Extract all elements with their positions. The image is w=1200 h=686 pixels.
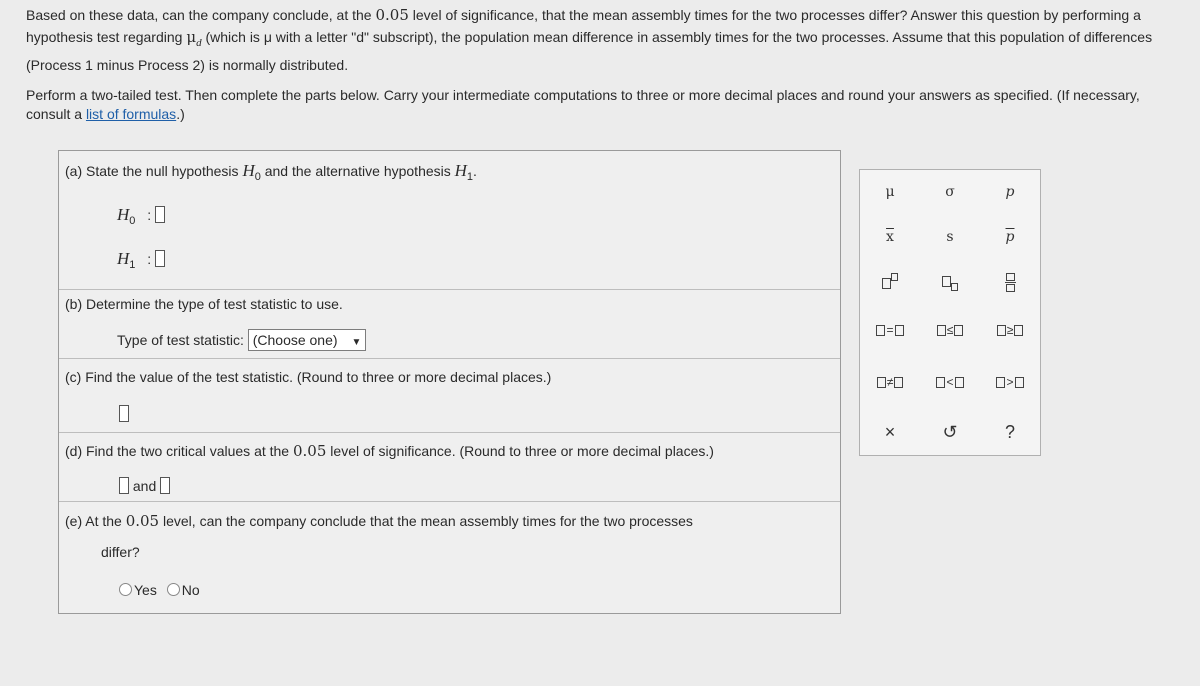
p-icon: p [1005, 184, 1015, 200]
test-statistic-row [117, 329, 366, 351]
mu-symbol: μ [186, 28, 197, 46]
intro-text: level of significance, that the mean assembly times for the two processes differ? Answer this question by performing a hypothesis test regarding [26, 7, 1141, 45]
formula-list-link[interactable]: list of formulas [85, 105, 177, 122]
question-d-text: (d) Find the two critical values at the [65, 443, 293, 459]
h0-subscript: 0 [254, 170, 261, 183]
no-label: No [181, 582, 200, 598]
colon: : [147, 251, 152, 267]
intro-text: Based on these data, can the company conclude, at the [26, 7, 376, 23]
equals-icon: = [886, 323, 894, 337]
question-a-text: (a) State the null hypothesis [65, 163, 243, 179]
question-a-text: and the alternative hypothesis [260, 163, 455, 179]
colon: : [147, 207, 152, 223]
help-button[interactable] [985, 417, 1035, 447]
intro-text: (which is μ with a letter "d" subscript), the population mean difference in assembly times for the two processes. Assume that this population of differences (Process 1 minus Process 2) is normally distributed. [26, 29, 1153, 73]
fraction-button[interactable] [985, 267, 1035, 297]
equals-button[interactable] [865, 315, 915, 345]
undo-icon: ↺ [942, 421, 958, 442]
superscript-icon [882, 273, 898, 292]
greater-equal-icon: ≥ [1006, 323, 1014, 337]
h1-subscript: 1 [466, 170, 474, 183]
intro-paragraph-1 [26, 4, 1176, 76]
less-equal-button[interactable] [925, 315, 975, 345]
alt-hypothesis-input[interactable] [155, 250, 165, 267]
test-statistic-input[interactable] [119, 405, 129, 422]
dropdown-arrow-icon: ▼ [351, 337, 362, 348]
greater-than-button[interactable] [985, 367, 1035, 397]
alt-hypothesis-row [117, 249, 165, 271]
subscript-icon [942, 274, 958, 291]
question-a [65, 161, 477, 183]
subscript-button[interactable] [925, 267, 975, 297]
xbar-button[interactable] [865, 222, 915, 252]
critical-value-2-input[interactable] [160, 477, 170, 494]
critical-values-row [119, 477, 170, 494]
phat-icon: $\overline{p}$ [1005, 229, 1015, 245]
question-d [65, 442, 714, 460]
question-e [65, 512, 693, 530]
no-radio[interactable] [167, 583, 180, 596]
h0-label-subscript: 0 [129, 214, 136, 227]
test-statistic-answer-row [119, 405, 129, 422]
mu-icon: μ [885, 184, 895, 200]
problem-intro [26, 4, 1176, 124]
sigma-icon: σ [945, 184, 955, 200]
xbar-icon: $\overline{x}$ [886, 229, 894, 245]
alpha-value: 0.05 [293, 442, 327, 460]
greater-than-icon: > [1006, 375, 1014, 389]
h1-label-subscript: 1 [129, 258, 136, 271]
null-hypothesis-row [117, 205, 165, 227]
question-e-text: level, can the company conclude that the mean assembly times for the two processes [159, 513, 693, 529]
test-statistic-dropdown[interactable] [248, 329, 367, 351]
question-d-text: level of significance. (Round to three or more decimal places.) [326, 443, 714, 459]
h0-label: H [117, 205, 130, 224]
answer-options [119, 582, 200, 598]
superscript-button[interactable] [865, 267, 915, 297]
h0-symbol: H [242, 161, 255, 180]
clear-icon: × [884, 421, 896, 442]
less-equal-icon: ≤ [946, 323, 954, 337]
h1-label: H [117, 249, 130, 268]
less-than-icon: < [946, 375, 954, 389]
and-label: and [132, 478, 157, 494]
question-c: (c) Find the value of the test statistic. (Round to three or more decimal places.) [65, 369, 552, 385]
intro-paragraph-2 [26, 86, 1176, 124]
section-a [59, 151, 840, 290]
phat-button[interactable] [985, 222, 1035, 252]
question-a-text: . [473, 163, 477, 179]
dropdown-value: (Choose one) [252, 332, 338, 348]
not-equal-button[interactable] [865, 367, 915, 397]
test-statistic-label: Type of test statistic: [117, 332, 244, 348]
intro-text: .) [176, 105, 185, 122]
null-hypothesis-input[interactable] [155, 206, 165, 223]
help-icon: ? [1004, 421, 1015, 442]
not-equal-icon: ≠ [886, 375, 894, 389]
question-b: (b) Determine the type of test statistic to use. [65, 296, 343, 312]
alpha-value: 0.05 [375, 6, 409, 24]
section-e [59, 502, 840, 612]
mu-subscript: d [196, 36, 202, 49]
yes-label: Yes [134, 582, 157, 598]
clear-button[interactable] [865, 417, 915, 447]
section-b [59, 290, 840, 359]
no-option[interactable] [167, 582, 200, 598]
undo-button[interactable] [925, 417, 975, 447]
greater-equal-button[interactable] [985, 315, 1035, 345]
critical-value-1-input[interactable] [119, 477, 129, 494]
alpha-value: 0.05 [125, 512, 160, 530]
h1-symbol: H [454, 161, 467, 180]
less-than-button[interactable] [925, 367, 975, 397]
mu-button[interactable] [865, 177, 915, 207]
yes-option[interactable] [119, 582, 157, 598]
s-button[interactable] [925, 222, 975, 252]
yes-radio[interactable] [119, 583, 132, 596]
intro-text: Perform a two-tailed test. Then complete the parts below. Carry your intermediate computations to three or more decimal places and round your answers as specified. (If necessary, consult a [26, 86, 1140, 122]
question-e-text: differ? [101, 544, 140, 560]
section-c [59, 359, 840, 433]
section-d [59, 433, 840, 502]
sigma-button[interactable] [925, 177, 975, 207]
math-symbol-palette [859, 169, 1041, 456]
s-icon: s [946, 229, 954, 245]
fraction-icon [1005, 273, 1016, 292]
answer-panel [58, 150, 841, 614]
p-button[interactable] [985, 177, 1035, 207]
question-e-text: (e) At the [65, 513, 126, 529]
